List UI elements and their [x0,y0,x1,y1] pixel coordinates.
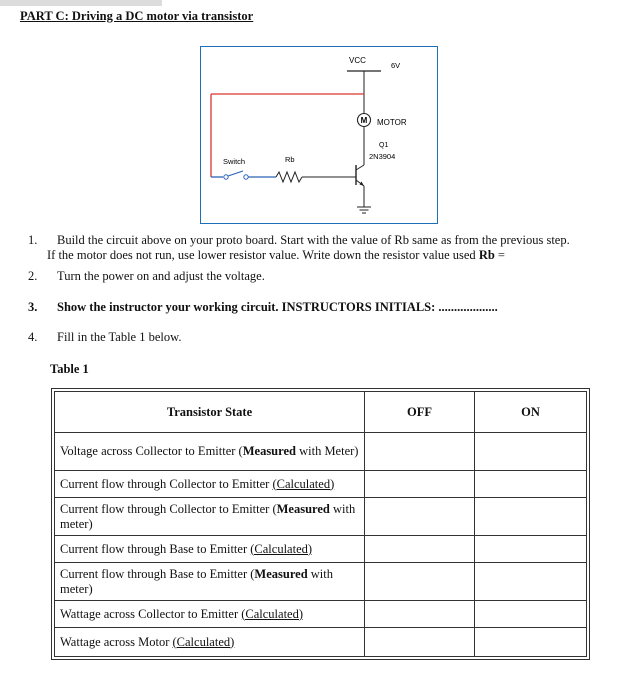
row-label-suffix: with meter) [60,501,356,531]
cell-on[interactable] [475,498,587,536]
transistor-collector [356,165,364,170]
cell-on[interactable] [475,563,587,601]
step-1-line-2: If the motor does not run, use lower resistor value. Write down the resistor value used [47,248,479,262]
table-row [55,433,587,471]
row-label-text: Current flow through Collector to Emitter ( [60,501,277,516]
table-row [55,563,587,601]
header-off: OFF [365,392,475,433]
row-label [55,498,365,536]
row-label [55,536,365,563]
row-label-emphasis: Measured [242,444,296,458]
row-label-text: Current flow through Collector to Emitter [60,476,273,491]
row-label-text: Wattage across Collector to Emitter [60,606,242,621]
row-label-text: Voltage across Collector to Emitter ( [60,444,243,458]
emitter-arrow [360,182,365,187]
motor-label: MOTOR [377,118,407,127]
row-label-emphasis: (Calculated) [172,634,235,649]
cell-on[interactable] [475,471,587,498]
row-label [55,628,365,657]
cell-off[interactable] [365,601,475,628]
rb-label: Rb [285,155,295,164]
top-edge-bar [0,0,162,6]
row-label-text: Current flow through Base to Emitter ( [60,566,255,581]
table-row [55,498,587,536]
row-label [55,601,365,628]
header-transistor-state: Transistor State [55,392,365,433]
header-on: ON [475,392,587,433]
step-1-line-1: Build the circuit above on your proto board. Start with the value of Rb same as from the previous step. [57,233,570,247]
table-caption: Table 1 [50,362,89,376]
transistor-state-table [54,391,587,657]
row-label-emphasis: (Calculated) [272,476,335,491]
table-header-row [55,392,587,433]
table-row [55,628,587,657]
step-1-line-2-end: = [494,248,505,262]
step-3-number: 3. [28,300,38,314]
switch-contact-left [224,175,228,179]
motor-symbol-letter: M [360,116,368,125]
row-label-text: Wattage across Motor [60,634,173,649]
row-label [55,563,365,601]
cell-off[interactable] [365,498,475,536]
cell-on[interactable] [475,601,587,628]
rb-resistor [276,172,302,182]
circuit-diagram [200,46,438,224]
row-label-emphasis: (Calculated) [241,606,304,621]
cell-on[interactable] [475,628,587,657]
row-label-emphasis: (Calculated) [250,541,313,556]
row-label [55,433,365,471]
table-row [55,601,587,628]
switch-contact-right [244,175,248,179]
vcc-label: VCC [349,56,366,65]
step-3-text: Show the instructor your working circuit. INSTRUCTORS INITIALS: ................... [57,300,498,314]
row-label-emphasis: Measured [276,501,330,516]
cell-on[interactable] [475,433,587,471]
step-4-text: Fill in the Table 1 below. [57,330,182,344]
cell-off[interactable] [365,628,475,657]
voltage-label: 6V [391,61,401,70]
cell-off[interactable] [365,433,475,471]
table-row [55,471,587,498]
q-label: Q1 [379,142,389,149]
cell-on[interactable] [475,536,587,563]
row-label-emphasis: Measured [254,566,308,581]
cell-off[interactable] [365,471,475,498]
row-label [55,471,365,498]
switch-lever [228,171,243,176]
row-label-suffix: with Meter) [295,444,359,458]
step-2-text: Turn the power on and adjust the voltage. [57,269,265,283]
page-title: PART C: Driving a DC motor via transistor [20,9,254,23]
step-1-continuation [47,248,505,263]
row-label-suffix: with meter) [60,566,334,596]
step-1-number: 1. [28,233,38,247]
cell-off[interactable] [365,536,475,563]
step-2-number: 2. [28,269,38,283]
transistor-label: 2N3904 [369,152,396,161]
table-row [55,536,587,563]
switch-label: Switch [223,157,246,166]
step-1-rb: Rb [478,248,495,262]
step-4-number: 4. [28,330,38,344]
row-label-text: Current flow through Base to Emitter [60,541,251,556]
cell-off[interactable] [365,563,475,601]
